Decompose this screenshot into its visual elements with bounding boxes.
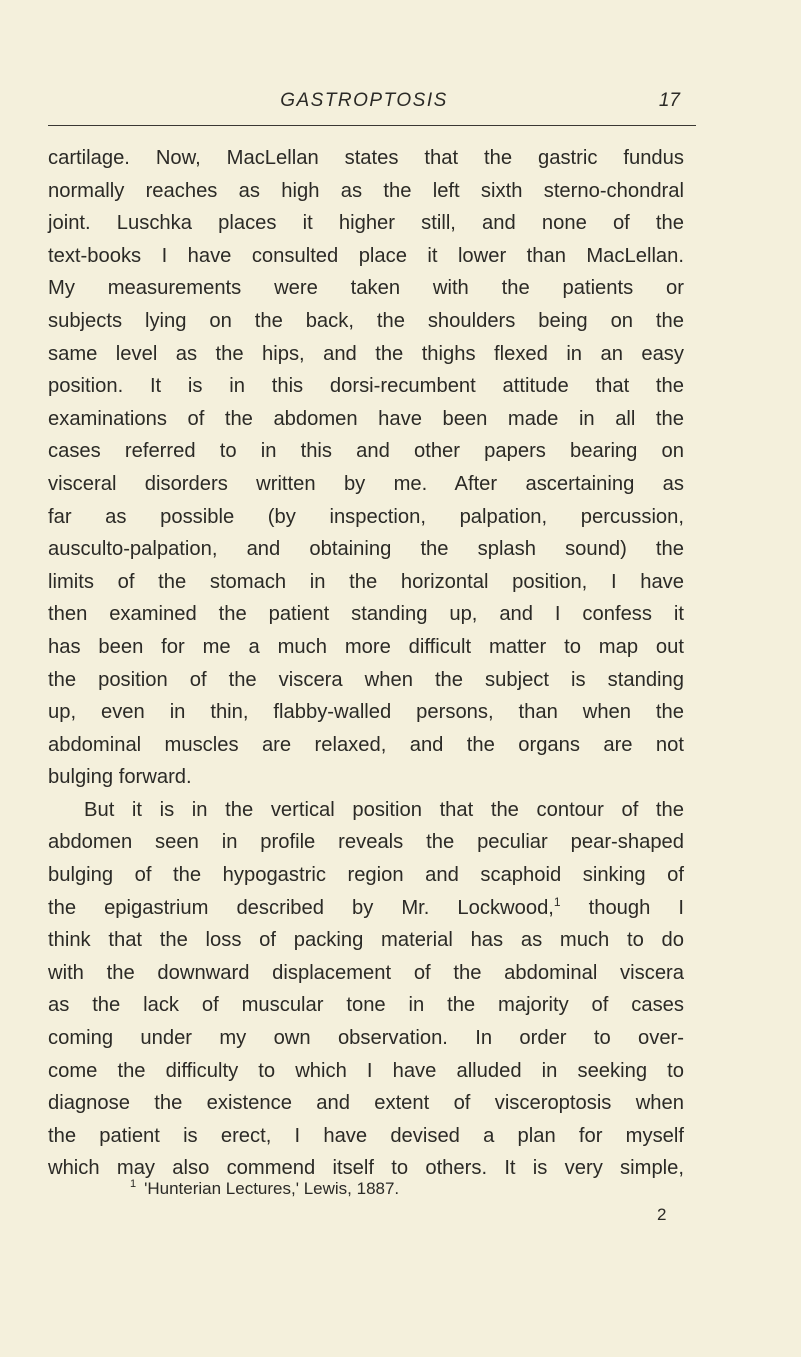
text-line: abdomen seen in profile reveals the peculiar pear-shaped: [48, 831, 684, 854]
signature-mark: 2: [657, 1205, 667, 1224]
text-line: up, even in thin, flabby-walled persons, than when the: [48, 701, 684, 724]
text-line: bulging forward.: [48, 766, 192, 789]
text-line: cases referred to in this and other papers bearing on: [48, 440, 684, 463]
text-line: the patient is erect, I have devised a plan for myself: [48, 1124, 684, 1147]
text-line: same level as the hips, and the thighs flexed in an easy: [48, 342, 684, 365]
text-line: abdominal muscles are relaxed, and the organs are not: [48, 733, 684, 756]
text-segment: the epigastrium described by Mr. Lockwood,: [48, 896, 554, 919]
text-line-with-footnote: [48, 892, 684, 925]
text-line: ausculto-palpation, and obtaining the splash sound) the: [48, 538, 684, 561]
text-line: But it is in the vertical position that the contour of the: [84, 798, 684, 821]
text-line: the position of the viscera when the subject is standing: [48, 668, 684, 691]
text-line: text-books I have consulted place it lower than MacLellan.: [48, 244, 684, 267]
text-line: visceral disorders written by me. After ascertaining as: [48, 472, 684, 495]
text-line: limits of the stomach in the horizontal position, I have: [48, 570, 684, 593]
text-line: cartilage. Now, MacLellan states that the gastric fundus: [48, 147, 684, 169]
text-line: which may also commend itself to others. It is very simple,: [48, 1157, 684, 1180]
footnote-reference: 1: [553, 894, 561, 909]
text-segment: though I: [560, 896, 684, 919]
header-rule: [48, 125, 696, 126]
footnote-mark: 1: [130, 1178, 137, 1190]
text-line: come the difficulty to which I have alluded in seeking to: [48, 1059, 684, 1082]
footnote-text: 'Hunterian Lectures,' Lewis, 1887.: [144, 1179, 400, 1198]
running-title: GASTROPTOSIS: [280, 90, 448, 111]
text-line: joint. Luschka places it higher still, and none of the: [48, 212, 684, 235]
text-line: think that the loss of packing material has as much to do: [48, 929, 684, 952]
text-line: far as possible (by inspection, palpation, percussion,: [48, 505, 684, 528]
text-line: then examined the patient standing up, and I confess it: [48, 603, 684, 626]
footnote: [130, 1178, 399, 1199]
text-line: normally reaches as high as the left sixth sterno-chondral: [48, 179, 684, 202]
text-line: position. It is in this dorsi-recumbent attitude that the: [48, 375, 684, 398]
text-line: coming under my own observation. In order to over-: [48, 1027, 684, 1050]
text-line: bulging of the hypogastric region and scaphoid sinking of: [48, 864, 684, 887]
text-line: subjects lying on the back, the shoulders being on the: [48, 309, 684, 332]
text-line: as the lack of muscular tone in the majority of cases: [48, 994, 684, 1017]
text-line: diagnose the existence and extent of visceroptosis when: [48, 1092, 684, 1115]
text-line: My measurements were taken with the patients or: [48, 277, 684, 300]
text-line: examinations of the abdomen have been made in all the: [48, 407, 684, 430]
text-line: has been for me a much more difficult matter to map out: [48, 635, 684, 658]
body-text: [48, 142, 684, 1185]
page-number: 17: [658, 90, 680, 111]
running-head: [48, 88, 680, 118]
text-line: with the downward displacement of the abdominal viscera: [48, 961, 684, 984]
